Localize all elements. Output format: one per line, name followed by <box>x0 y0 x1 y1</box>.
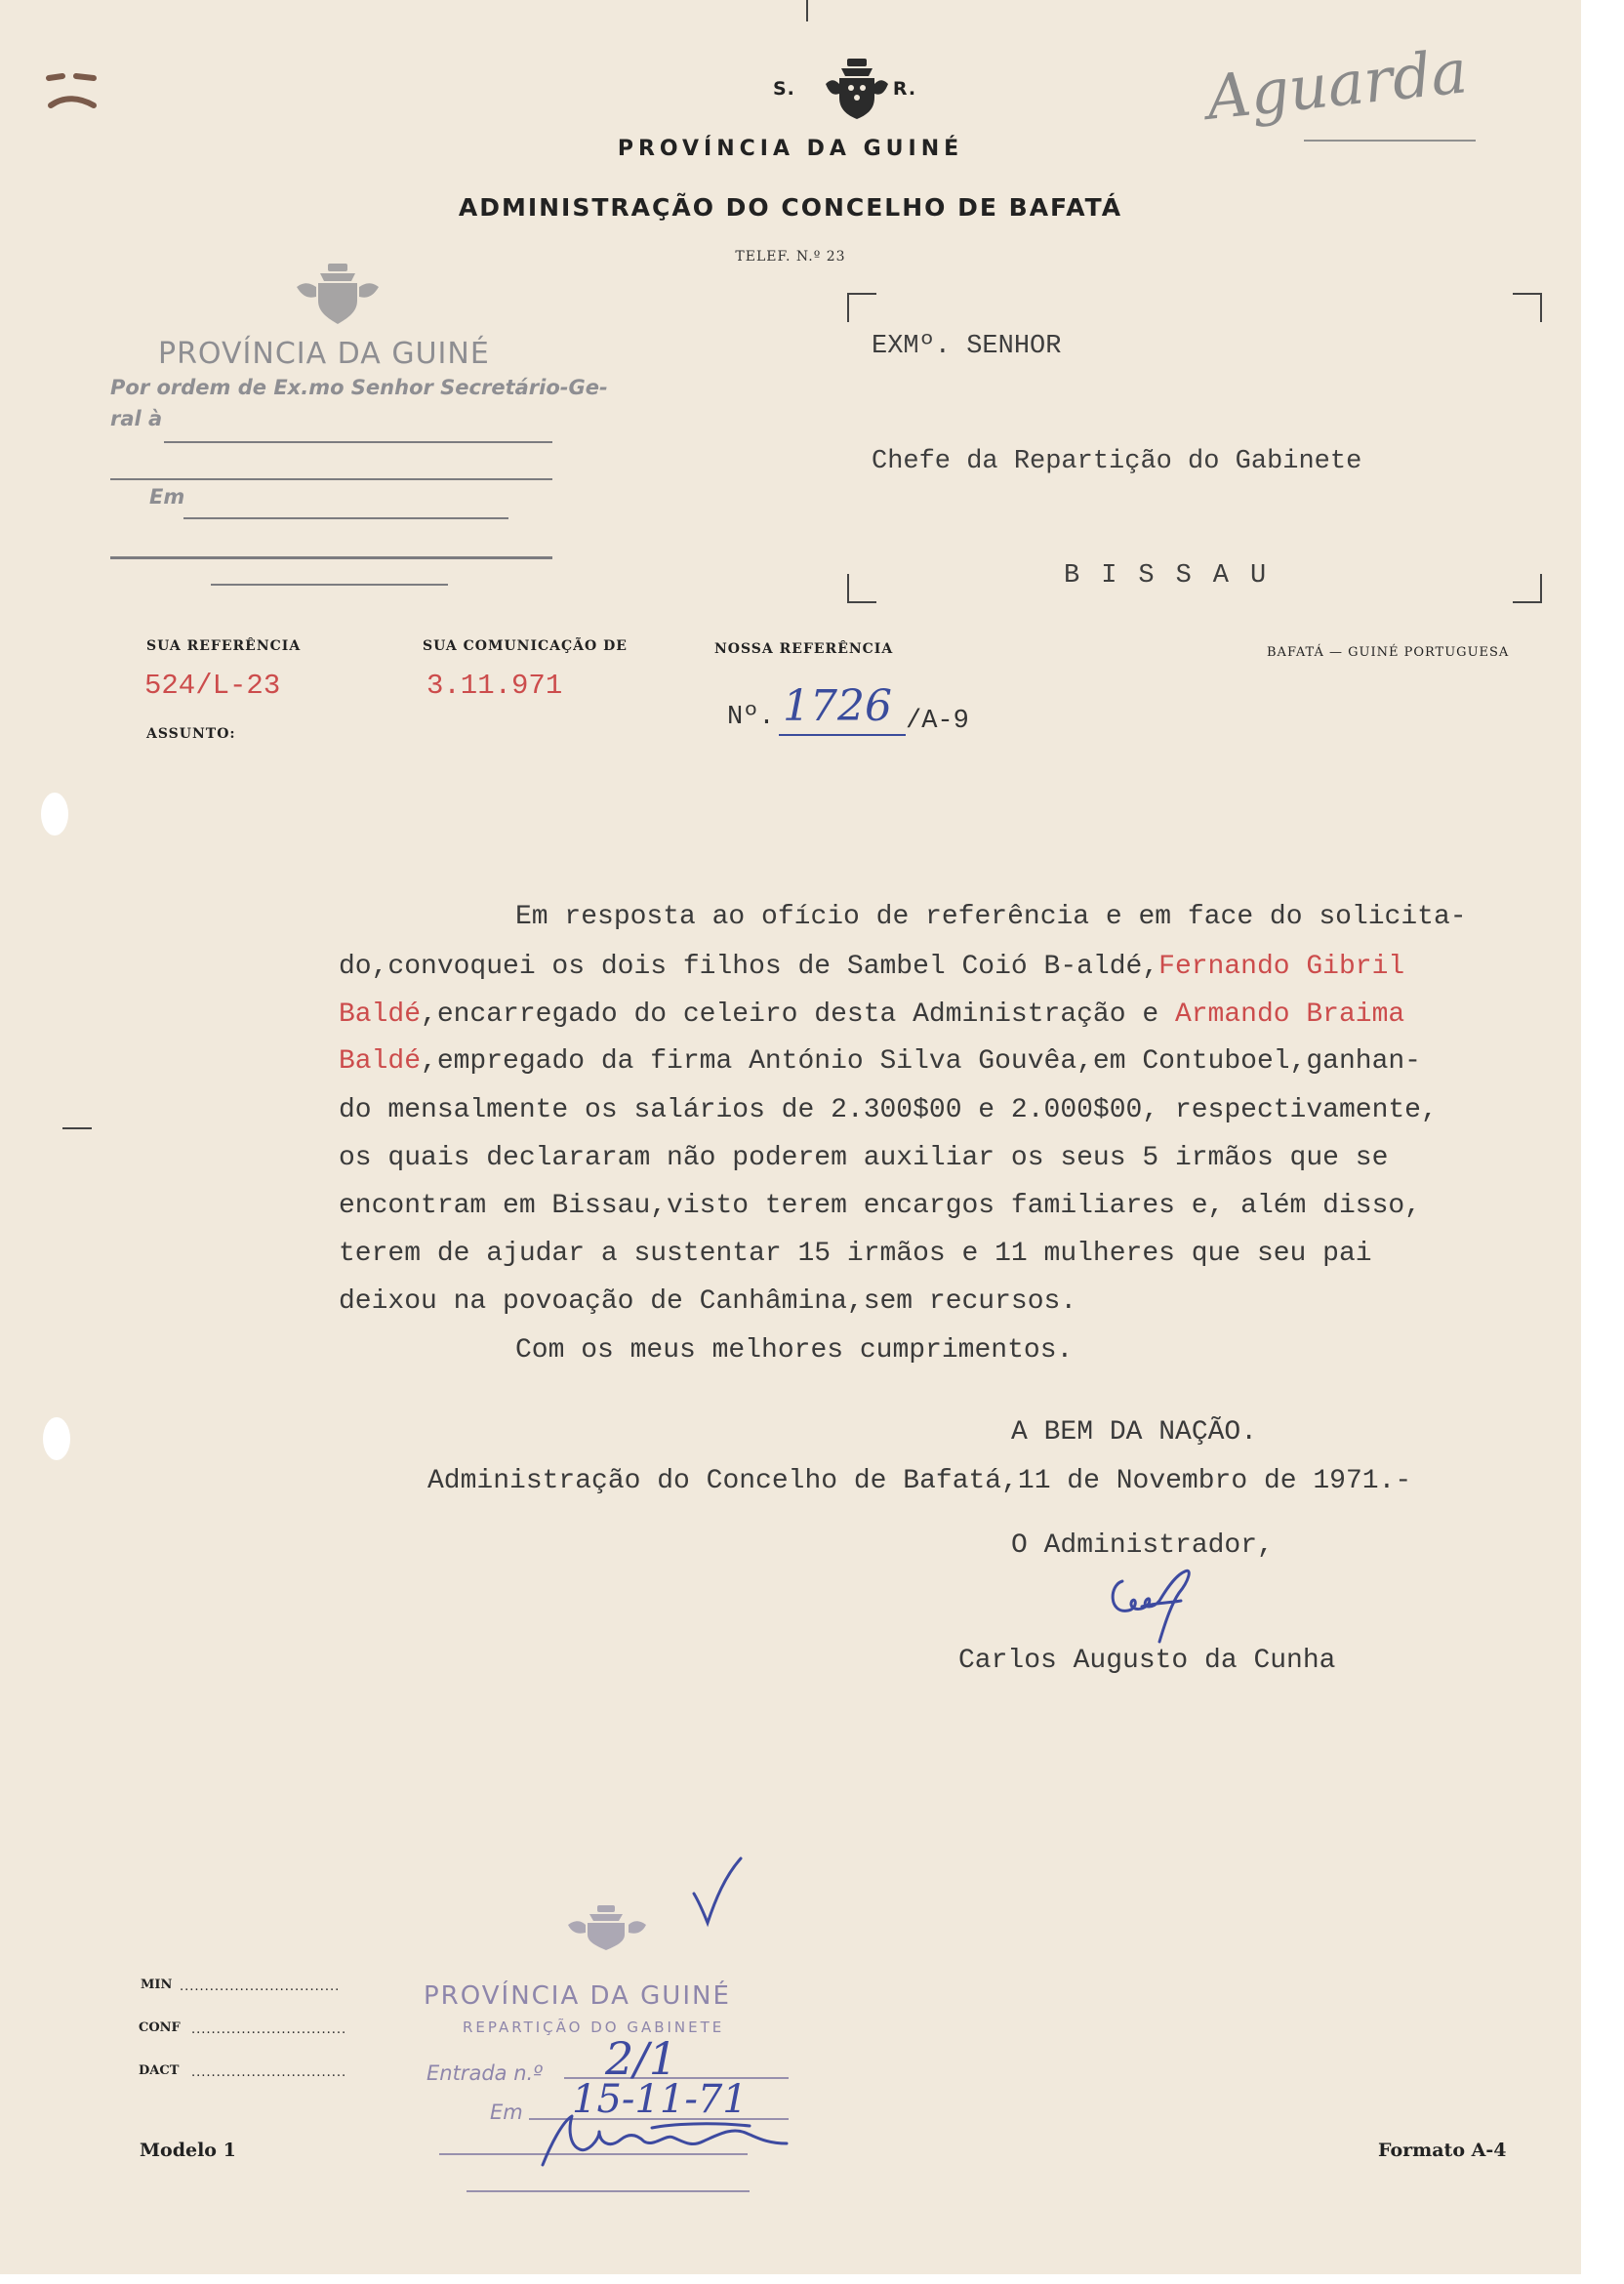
entry-stamp-rule <box>467 2190 750 2192</box>
nossa-referencia-number: 1726 <box>783 681 892 731</box>
body-line: Com os meus melhores cumprimentos. <box>515 1335 1074 1366</box>
body-line: terem de ajudar a sustentar 15 irmãos e 11 mulheres que seu pai <box>339 1239 1372 1269</box>
addressee-line1: EXMº. SENHOR <box>872 332 1062 361</box>
body-line: Baldé,encarregado do celeiro desta Administração e Armando Braima <box>339 999 1405 1030</box>
nossa-referencia-prefix: Nº. <box>727 703 775 732</box>
body-line: deixou na povoação de Canhâmina,sem recursos. <box>339 1286 1077 1317</box>
body-line: os quais declararam não poderem auxiliar os seus 5 irmãos que se <box>339 1143 1389 1173</box>
stamp-rule <box>211 584 448 586</box>
name-fernando: Fernando Gibril <box>1158 952 1405 982</box>
ink-mark-icon <box>43 66 131 125</box>
entry-stamp-emblem-icon <box>562 1903 652 1950</box>
entry-date-handwritten: 15-11-71 <box>572 2077 748 2122</box>
footer-conf-dots: ............................... <box>191 2022 347 2037</box>
received-stamp-line2: ral à <box>110 407 163 430</box>
footer-dact-dots: ............................... <box>191 2065 347 2080</box>
letterhead-telephone: TELEF. N.º 23 <box>735 249 846 265</box>
stamp-rule <box>110 478 552 480</box>
assunto-label: ASSUNTO: <box>146 726 236 742</box>
handwritten-underline <box>1304 140 1476 142</box>
sua-comunicacao-label: SUA COMUNICAÇÃO DE <box>423 638 628 654</box>
name-armando: Armando Braima <box>1174 999 1405 1030</box>
sua-referencia-label: SUA REFERÊNCIA <box>146 638 302 654</box>
closing-place-date: Administração do Concelho de Bafatá,11 de Novembro de 1971.- <box>427 1466 1412 1496</box>
footer-min-label: MIN <box>141 1978 173 1992</box>
footer-min-dots: ................................ <box>180 1979 341 1994</box>
addressee-city: BISSAU <box>1064 561 1288 591</box>
closing-motto: A BEM DA NAÇÃO. <box>1011 1417 1258 1448</box>
addressee-line2: Chefe da Repartição do Gabinete <box>872 447 1362 476</box>
stamp-rule <box>164 441 552 443</box>
place-label: BAFATÁ — GUINÉ PORTUGUESA <box>1267 645 1510 660</box>
stamp-rule <box>110 556 552 559</box>
letterhead-province: PROVÍNCIA DA GUINÉ <box>617 137 964 161</box>
letterhead-r: R. <box>892 78 917 100</box>
received-stamp-line1: Por ordem de Ex.mo Senhor Secretário-Ge- <box>110 376 608 399</box>
address-bracket <box>847 574 876 603</box>
stamp-rule <box>183 517 508 519</box>
address-bracket <box>1513 293 1542 322</box>
entry-stamp-entrada: Entrada n.º <box>426 2061 544 2085</box>
entry-stamp-title: PROVÍNCIA DA GUINÉ <box>424 1981 731 2011</box>
received-stamp-em: Em <box>149 485 185 509</box>
entry-stamp-em: Em <box>490 2100 523 2124</box>
footer-conf-label: CONF <box>139 2020 181 2035</box>
body-line: encontram em Bissau,visto terem encargos familiares e, além disso, <box>339 1191 1421 1221</box>
punch-hole <box>41 793 68 836</box>
closing-title: O Administrador, <box>1011 1530 1274 1561</box>
name-balde: Baldé <box>339 1046 422 1077</box>
entry-number-handwritten: 2/1 <box>605 2032 678 2085</box>
body-line: do mensalmente os salários de 2.300$00 e 2.000$00, respectivamente, <box>339 1095 1438 1125</box>
body-line: do,convoquei os dois filhos de Sambel Coió B-aldé,Fernando Gibril <box>339 952 1405 982</box>
checkmark-icon <box>688 1855 747 1929</box>
name-balde: Baldé <box>339 999 422 1030</box>
address-bracket <box>1513 574 1542 603</box>
letterhead-s: S. <box>773 78 795 100</box>
nossa-referencia-suffix: /A-9 <box>906 707 969 736</box>
fold-mark <box>806 0 808 21</box>
body-line: Baldé,empregado da firma António Silva Gouvêa,em Contuboel,ganhan- <box>339 1046 1421 1077</box>
sua-comunicacao-value: 3.11.971 <box>426 670 563 702</box>
footer-formato: Formato A-4 <box>1378 2140 1507 2161</box>
entry-stamp-subtitle: REPARTIÇÃO DO GABINETE <box>463 2019 725 2036</box>
margin-mark <box>62 1127 92 1129</box>
footer-dact-label: DACT <box>139 2063 180 2078</box>
footer-modelo: Modelo 1 <box>140 2140 236 2161</box>
nossa-referencia-label: NOSSA REFERÊNCIA <box>714 641 894 657</box>
received-stamp-title: PROVÍNCIA DA GUINÉ <box>158 337 490 371</box>
closing-name: Carlos Augusto da Cunha <box>958 1646 1336 1676</box>
coat-of-arms-icon <box>822 55 892 125</box>
sua-referencia-value: 524/L-23 <box>144 670 281 702</box>
stamp-emblem-icon <box>291 262 385 328</box>
entry-initials-icon <box>535 2108 876 2177</box>
number-underline <box>779 734 906 736</box>
address-bracket <box>847 293 876 322</box>
handwritten-aguarda: Aguarda <box>1202 35 1471 134</box>
letterhead-administration: ADMINISTRAÇÃO DO CONCELHO DE BAFATÁ <box>458 193 1123 222</box>
body-line: Em resposta ao ofício de referência e em face do solicita- <box>515 902 1467 932</box>
punch-hole <box>43 1417 70 1460</box>
